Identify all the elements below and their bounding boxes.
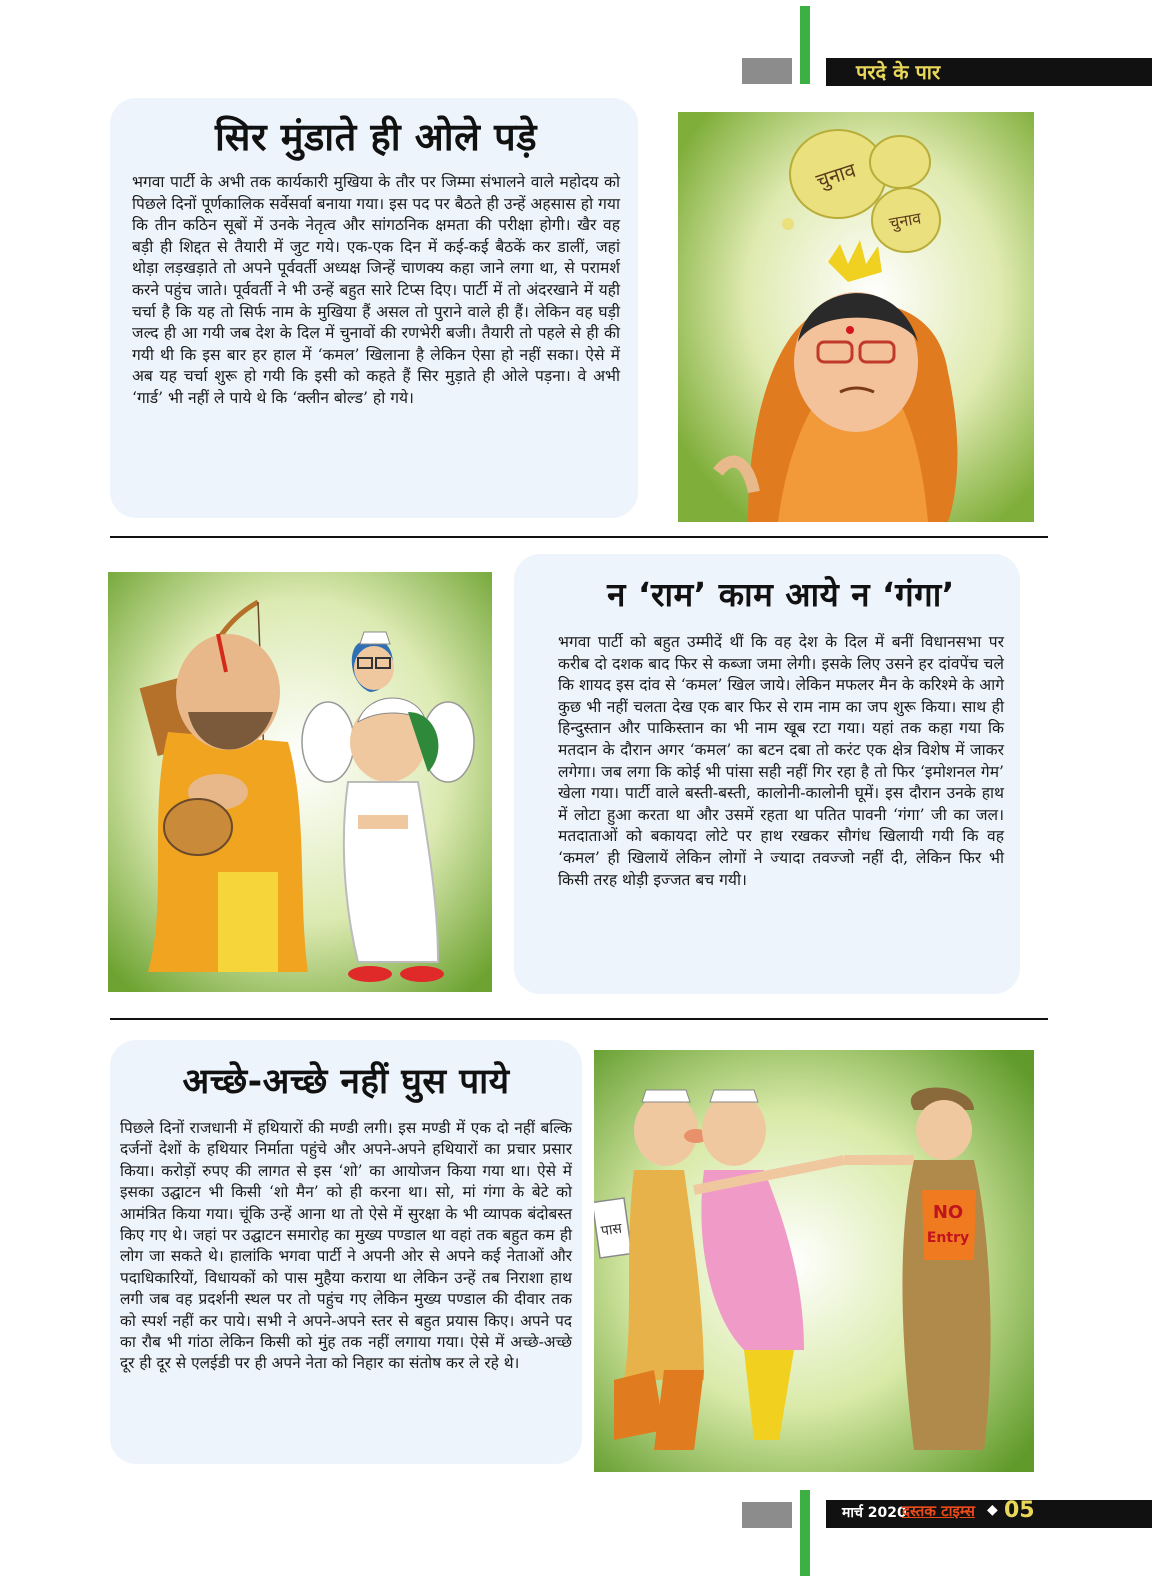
footer-magazine-name: दस्तक टाइम्स <box>902 1502 975 1520</box>
cartoon-1-drawing <box>678 112 1034 522</box>
no-entry-sign-line1: NO <box>932 1202 964 1223</box>
page-number: 05 <box>1004 1498 1035 1523</box>
footer-date: मार्च 2020 <box>842 1505 907 1521</box>
speech-bubble-2: चुनाव <box>887 208 923 233</box>
article-title-2: न ‘राम’ काम आये न ‘गंगा’ <box>607 575 955 614</box>
divider-1 <box>110 536 1048 538</box>
article-body-3: पिछले दिनों राजधानी में हथियारों की मण्डी लगी। इस मण्डी में एक दो नहीं बल्कि दर्जनों देशों के हथियार निर्माता पहुंचे और अपने-अपने हथियारों का प्रचार प्रसार किया। करोड़ों रुपए की लागत से इस ‘शो’ का आयोजन किया गया था। ऐसे में इसका उद्घाटन भी किसी ‘शो मैन’ को ही करना था। सो, मां गंगा के बेटे को आमंत्रित किया गया। चूंकि उन्हें आना था तो ऐसे में सुरक्षा के भी व्यापक बंदोबस्त किए गए थे। जहां पर उद्घाटन समारोह का मुख्य पण्डाल था वहां तक बहुत कम ही लोग जा सकते थे। हालांकि भगवा पार्टी ने अपनी ओर से अपने कई नेताओं और पदाधिकारियों, विधायकों को पास मुहैया कराया था लेकिन उन्हें तब निराशा हाथ लगी जब वह प्रदर्शनी स्थल पर तो पहुंच गए लेकिन मुख्य पण्डाल की दीवार तक को स्पर्श नहीं कर पाये। सभी ने अपने-अपने स्तर से बहुत प्रयास किए। अपने पद का रौब भी गांठा लेकिन किसी को मुंह तक नहीं लगाया गया। ऐसे में अच्छे-अच्छे दूर ही दूर से एलईडी पर ही अपने नेता को निहार का संतोष कर ले रहे थे। <box>120 1119 572 1373</box>
footer-separator: ◆ <box>987 1502 998 1518</box>
pass-label: पास <box>599 1220 623 1240</box>
header-gray-block <box>742 58 792 84</box>
footer-green-rule <box>800 1490 810 1576</box>
cartoon-2 <box>108 572 492 992</box>
header-green-rule <box>800 6 810 84</box>
speech-bubble-1: चुनाव <box>813 157 859 193</box>
divider-2 <box>110 1018 1048 1020</box>
cartoon-1 <box>678 112 1034 522</box>
section-title: परदे के पार <box>826 58 1152 86</box>
article-box-1 <box>110 98 638 518</box>
cartoon-2-drawing <box>108 572 492 992</box>
footer-gray-block <box>742 1502 792 1528</box>
article-box-2 <box>514 554 1020 994</box>
article-body-2: भगवा पार्टी को बहुत उम्मीदें थीं कि वह देश के दिल में बनीं विधानसभा पर करीब दो दशक बाद फिर से कब्जा जमा लेगी। इसके लिए उसने हर दांवपेंच चले कि शायद इस दांव से ‘कमल’ खिल जाये। लेकिन मफलर मैन के करिश्मे के आगे कुछ भी नहीं चलता देख एक बार फिर से राम नाम का जप शुरू किया। साथ ही हिन्दुस्तान और पाकिस्तान का भी नाम खूब रटा गया। यहां तक कहा गया कि मतदान के दौरान अगर ‘कमल’ का बटन दबा तो करंट एक क्षेत्र विशेष में जाकर लगेगा। जब लगा कि कोई भी पांसा सही नहीं गिर रहा है तो फिर ‘इमोशनल गेम’ खेला गया। पार्टी वाले बस्ती-बस्ती, कालोनी-कालोनी घूमें। इस दौरान उनके हाथ में लोटा हुआ करता था और उसमें रहता था पतित पावनी ‘गंगा’ जी का जल। मतदाताओं को बकायदा लोटे पर हाथ रखकर सौगंध खिलायी गयी कि वह ‘कमल’ ही खिलायें लेकिन लोगों ने ज्यादा तवज्जो नहीं दी, लेकिन फिर भी किसी तरह थोड़ी इज्जत बच गयी। <box>558 633 1004 889</box>
cartoon-3-drawing <box>594 1050 1034 1472</box>
article-body-1: भगवा पार्टी के अभी तक कार्यकारी मुखिया के तौर पर जिम्मा संभालने वाले महोदय को पिछले दिनों पूर्णकालिक सर्वेसर्वा बनाया गया। इस पद पर बैठते ही उन्हें अहसास हो गया कि तीन कठिन सूबों में उनके नेतृत्व और सांगठनिक क्षमता की परीक्षा होगी। खैर वह बड़ी ही शिद्दत से तैयारी में जुट गये। एक-एक दिन में कई-कई बैठकें कर डालीं, जहां थोड़ा लड़खड़ाते तो अपने पूर्ववर्ती अध्यक्ष जिन्हें चाणक्य कहा जाने लगा था, से परामर्श करने पहुंच जाते। पूर्ववर्ती ने भी उन्हें बहुत सारे टिप्स दिए। पार्टी में तो अंदरखाने में यही चर्चा है कि यह तो सिर्फ नाम के मुखिया हैं असल तो पुराने वाले ही हैं। लेकिन वह घड़ी जल्द ही आ गयी जब देश के दिल में चुनावों की रणभेरी बजी। तैयारी तो पहले से ही की गयी थी कि इस बार हर हाल में ‘कमल’ खिलाना है लेकिन ऐसा हो नहीं सका। ऐसे में अब यह चर्चा शुरू हो गयी कि इसी को कहते हैं सिर मुड़ाते ही ओले पड़ना। वे अभी ‘गार्ड’ भी नहीं ले पाये थे कि ‘क्लीन बोल्ड’ हो गये। <box>132 173 620 407</box>
cartoon-3 <box>594 1050 1034 1472</box>
no-entry-sign-line2: Entry <box>926 1230 970 1246</box>
article-title-3: अच्छे-अच्छे नहीं घुस पाये <box>182 1062 510 1102</box>
article-title-1: सिर मुंडाते ही ओले पड़े <box>214 115 538 159</box>
article-box-3 <box>110 1040 582 1464</box>
